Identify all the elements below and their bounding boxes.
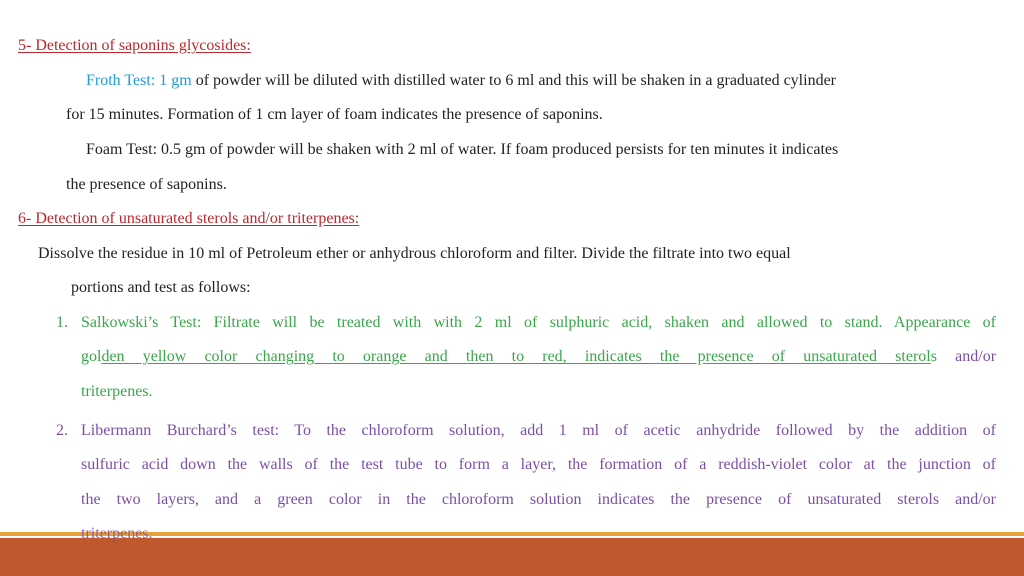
section6-intro-line2: portions and test as follows: [71,279,251,296]
footer-bar [0,538,1024,576]
item1-number: 1. [56,314,68,331]
item1-line2-suffix-s: s [930,348,937,365]
item1-line2 [81,347,996,367]
item1-line1: Salkowski’s Test: Filtrate will be treated with with 2 ml of sulphuric acid, shaken and allowed to stand. Appearance of [81,314,996,331]
section5-heading: 5- Detection of saponins glycosides: [18,37,251,54]
foam-test-line1: Foam Test: 0.5 gm of powder will be shaken with 2 ml of water. If foam produced persists for ten minutes it indicates [86,141,839,158]
item1-line2-underlined: den yellow color changing to orange and then to red, indicates the presence of unsaturated sterol [101,348,931,365]
section6-intro-line1: Dissolve the residue in 10 ml of Petroleum ether or anhydrous chloroform and filter. Divide the filtrate into two equal [38,245,791,262]
item2-line1: Libermann Burchard’s test: To the chloroform solution, add 1 ml of acetic anhydride followed by the addition of [81,422,996,439]
section6-heading: 6- Detection of unsaturated sterols and/or triterpenes: [18,210,360,227]
item1-line3: triterpenes. [81,383,153,400]
footer-accent-bar [0,532,1024,536]
item2-line2: sulfuric acid down the walls of the test tube to form a layer, the formation of a reddish-violet color at the junction of [81,456,996,473]
froth-test-line2: for 15 minutes. Formation of 1 cm layer of foam indicates the presence of saponins. [66,106,603,123]
item2-line4: triterpenes. [81,525,153,542]
foam-test-line2: the presence of saponins. [66,176,227,193]
froth-test-label: Froth Test: 1 gm [86,72,192,89]
item2-line3: the two layers, and a green color in the chloroform solution indicates the presence of unsaturated sterols and/or [81,491,996,508]
froth-test-text: of powder will be diluted with distilled water to 6 ml and this will be shaken in a graduated cylinder [195,72,836,89]
item1-line2-prefix: gol [81,348,102,365]
item1-line2-andor: and/or [955,348,997,365]
froth-test-line1 [86,71,836,91]
item2-number: 2. [56,422,68,439]
